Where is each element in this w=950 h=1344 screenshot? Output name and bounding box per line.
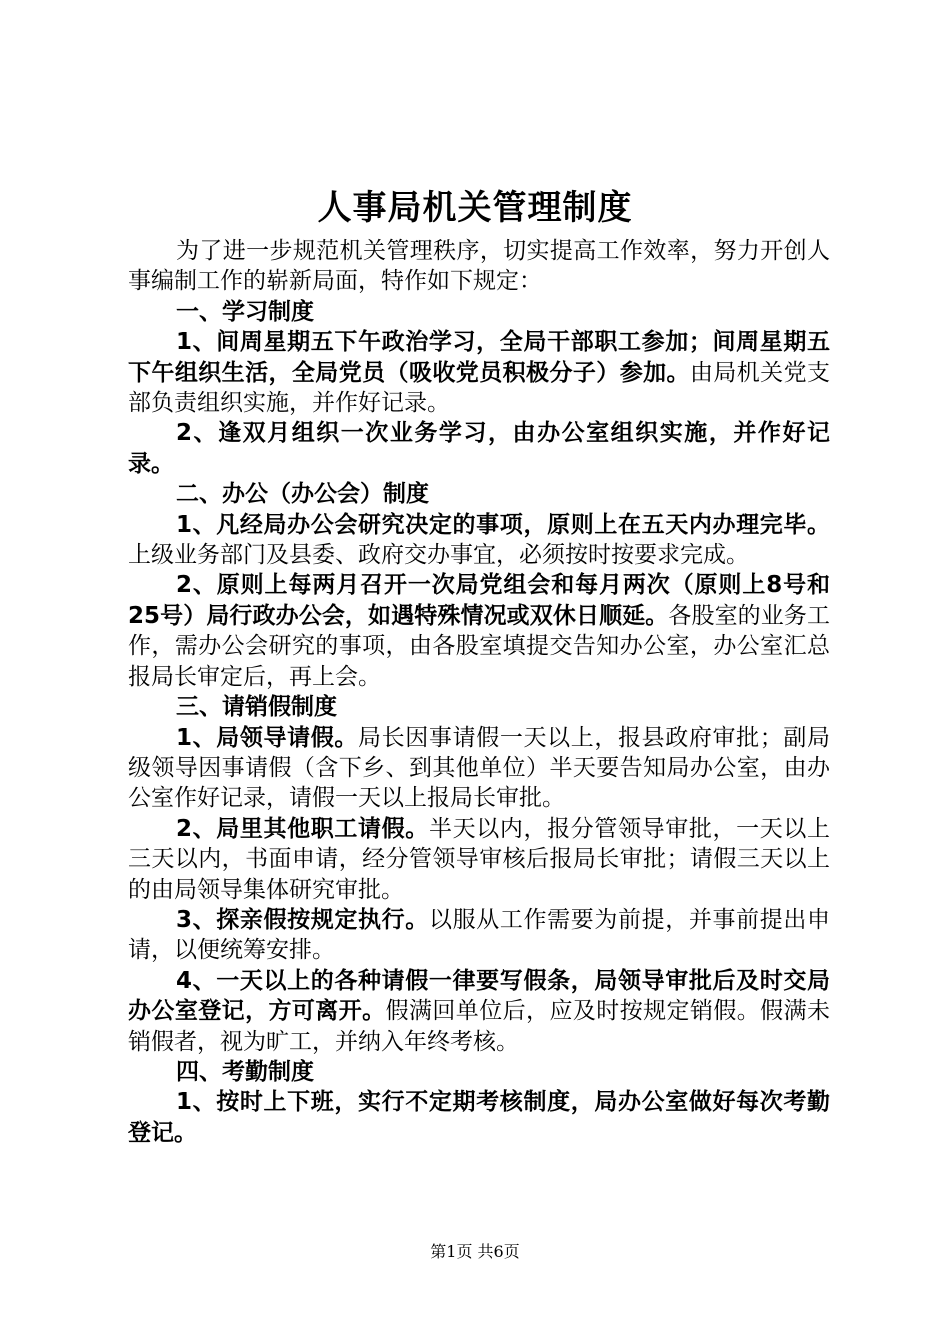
paragraph-rest: 局长因事请假一天以上，报县政府审批；副局级领导因事请假（含下乡、到其他单位）半天要告知局办公室，由办公室作好记录，请假一天以上报局长审批。: [128, 724, 830, 812]
section-heading-office: 二、办公（办公会）制度: [176, 481, 429, 508]
paragraph-leave-2: [128, 814, 830, 905]
paragraph-office-2: [128, 570, 830, 692]
paragraph-leave-3: [128, 905, 830, 966]
paragraph-lead: 1、间周星期五下午政治学习，全局干部职工参加；间周星期五下午组织生活，全局党员（吸收党员积极分子）参加。: [128, 329, 830, 386]
paragraph-lead: 4、一天以上的各种请假一律要写假条，局领导审批后及时交局办公室登记，方可离开。: [128, 967, 830, 1025]
document-body: [128, 236, 830, 1148]
paragraph-lead: 1、凡经局办公会研究决定的事项，原则上在五天内办理完毕。: [176, 511, 830, 538]
paragraph-lead: 2、局里其他职工请假。: [176, 815, 429, 842]
paragraph-leave-4: [128, 966, 830, 1057]
paragraph-rest: 上级业务部门及县委、政府交办事宜，必须按时按要求完成。: [128, 542, 749, 569]
paragraph-rest: 假满回单位后，应及时按规定销假。假满未销假者，视为旷工，并纳入年终考核。: [128, 998, 831, 1055]
paragraph-lead: 3、探亲假按规定执行。: [176, 906, 429, 933]
paragraph-study-1: [128, 327, 830, 418]
paragraph-lead: 2、逢双月组织一次业务学习，由办公室组织实施，并作好记录。: [128, 420, 830, 477]
paragraph-leave-1: [128, 723, 830, 814]
paragraph-rest: 各股室的业务工作，需办公会研究的事项，由各股室填提交告知办公室，办公室汇总报局长审定后，再上会。: [128, 602, 830, 690]
intro-paragraph: 为了进一步规范机关管理秩序，切实提高工作效率，努力开创人事编制工作的崭新局面，特作如下规定：: [128, 238, 830, 295]
paragraph-lead: 1、局领导请假。: [176, 724, 359, 751]
paragraph-lead: 1、按时上下班，实行不定期考核制度，局办公室做好每次考勤登记。: [128, 1089, 830, 1146]
paragraph-rest: 半天以内，报分管领导审批，一天以上三天以内，书面申请，经分管领导审核后报局长审批；请假三天以上的由局领导集体研究审批。: [128, 815, 831, 903]
paragraph-lead: 2、原则上每两月召开一次局党组会和每月两次（原则上8号和25号）局行政办公会，如遇特殊情况或双休日顺延。: [128, 572, 830, 629]
paragraph-rest: 由局机关党支部负责组织实施，并作好记录。: [128, 359, 831, 417]
paragraph-rest: 以服从工作需要为前提，并事前提出申请，以便统筹安排。: [128, 906, 831, 964]
section-heading-attendance: 四、考勤制度: [176, 1058, 314, 1085]
paragraph-attendance-1: [128, 1087, 830, 1148]
paragraph-office-1: [128, 510, 830, 571]
section-heading-study: 一、学习制度: [176, 298, 314, 325]
page-footer: 第1页 共6页: [430, 1242, 520, 1261]
paragraph-study-2: [128, 418, 830, 479]
section-heading-leave: 三、请销假制度: [176, 694, 337, 721]
document-title: 人事局机关管理制度: [317, 188, 633, 228]
